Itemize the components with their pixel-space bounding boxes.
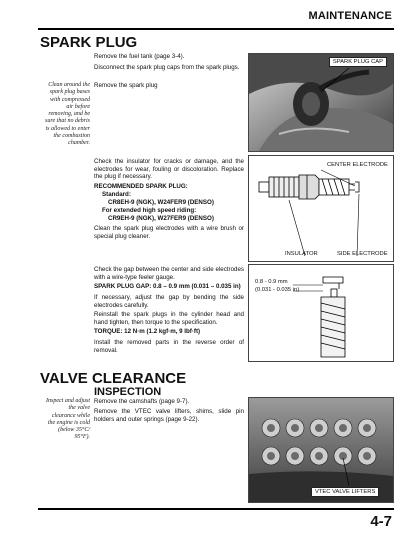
step-remove-plug: Remove the spark plug bbox=[94, 82, 158, 89]
spark-plug-cap-label: SPARK PLUG CAP bbox=[329, 57, 387, 67]
page-number: 4-7 bbox=[370, 513, 392, 530]
valve-clearance-title: VALVE CLEARANCE bbox=[40, 370, 187, 387]
vtec-lifters-label: VTEC VALVE LIFTERS bbox=[311, 487, 379, 497]
step-disconnect-caps: Disconnect the spark plug caps from the spark plugs. bbox=[94, 64, 240, 71]
reinstall-text: Reinstall the spark plugs in the cylinder head and hand tighten, then torque to the specification. bbox=[94, 311, 244, 326]
torque-spec: TORQUE: 12 N·m (1.2 kgf·m, 9 lbf·ft) bbox=[94, 328, 201, 335]
gap-in-label: (0.031 - 0.035 in) bbox=[255, 287, 300, 293]
step-remove-vtec-lifters: Remove the VTEC valve lifters, shims, slide pin holders and outer springs (page 9-22). bbox=[94, 408, 244, 423]
spark-plug-drawing bbox=[249, 156, 393, 261]
spark-plug-cap-photo bbox=[248, 53, 394, 152]
standard-label: Standard: bbox=[102, 191, 131, 198]
gap-spec: SPARK PLUG GAP: 0.8 – 0.9 mm (0.031 – 0.035 in) bbox=[94, 283, 241, 290]
engine-photo-illustration bbox=[249, 54, 393, 151]
clean-electrodes-text: Clean the spark plug electrodes with a wire brush or special plug cleaner. bbox=[94, 225, 244, 240]
standard-value: CR8EH-9 (NGK), W24FER9 (DENSO) bbox=[108, 199, 214, 206]
extended-label: For extended high speed riding: bbox=[102, 207, 197, 214]
plug-gap-diagram bbox=[248, 264, 394, 362]
extended-value: CR9EH-9 (NGK), W27FER9 (DENSO) bbox=[108, 215, 214, 222]
step-remove-camshafts: Remove the camshafts (page 9-7). bbox=[94, 398, 190, 405]
check-insulator-text: Check the insulator for cracks or damage, and the electrodes for wear, fouling or discoloration. Replace the plug if necessary. bbox=[94, 158, 244, 181]
gap-adjust-text: If necessary, adjust the gap by bending the side electrodes carefully. bbox=[94, 294, 244, 309]
gap-mm-label: 0.8 - 0.9 mm bbox=[255, 279, 288, 285]
inspection-subtitle: INSPECTION bbox=[94, 386, 162, 398]
spark-plug-diagram bbox=[248, 155, 394, 262]
header-rule bbox=[38, 28, 394, 30]
footer-rule bbox=[38, 508, 394, 510]
step-remove-fuel-tank: Remove the fuel tank (page 3-4). bbox=[94, 53, 185, 60]
vtec-lifters-photo bbox=[248, 397, 394, 503]
recommended-plug-heading: RECOMMENDED SPARK PLUG: bbox=[94, 183, 188, 190]
insulator-label: INSULATOR bbox=[285, 251, 318, 257]
header-section-title: MAINTENANCE bbox=[308, 10, 392, 22]
clean-side-note: Clean around the spark plug bases with compressed air before removing, and be sure that no debris is allowed to enter the combustion chamber. bbox=[45, 82, 90, 147]
gap-check-text: Check the gap between the center and side electrodes with a wire-type feeler gauge. bbox=[94, 266, 244, 281]
spark-plug-title: SPARK PLUG bbox=[40, 34, 138, 51]
install-text: Install the removed parts in the reverse order of removal. bbox=[94, 339, 244, 354]
cold-engine-side-note: Inspect and adjust the valve clearance while the engine is cold (below 35°C/ 95°F). bbox=[46, 398, 90, 441]
center-electrode-label: CENTER ELECTRODE bbox=[327, 162, 388, 168]
side-electrode-label: SIDE ELECTRODE bbox=[337, 251, 388, 257]
